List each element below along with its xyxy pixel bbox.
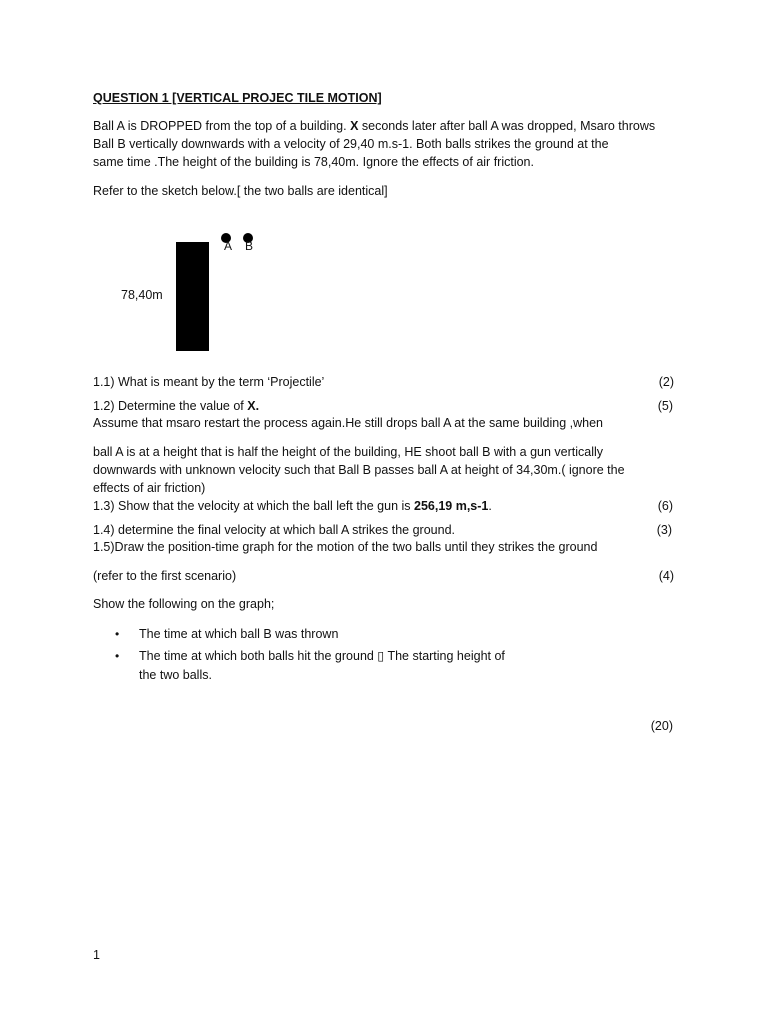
question-1-3-marks: (6) <box>657 499 673 513</box>
building-height-label: 78,40m <box>121 288 163 302</box>
question-1-3: 1.3) Show that the velocity at which the ball left the gun is 256,19 m,s-1. <box>93 499 492 513</box>
question-1-2-marks: (5) <box>657 399 673 413</box>
total-marks: (20) <box>650 719 673 733</box>
question-1-5-marks: (4) <box>658 569 674 583</box>
bullet-1-symbol: • <box>115 627 120 641</box>
intro-line-2: Ball B vertically downwards with a velocity of 29,40 m.s-1. Both balls strikes the ground at the <box>93 137 609 151</box>
variable-x: X <box>350 119 359 133</box>
show-following-text: Show the following on the graph; <box>93 597 275 611</box>
scenario2-line-1: Assume that msaro restart the process again.He still drops ball A at the same building ,when <box>93 416 603 430</box>
question-1-1-marks: (2) <box>658 375 674 389</box>
question-1-2: 1.2) Determine the value of X. <box>93 399 260 413</box>
intro-line-3: same time .The height of the building is 78,40m. Ignore the effects of air friction. <box>93 155 534 169</box>
bullet-1-text: The time at which ball B was thrown <box>139 627 339 641</box>
intro-line-1: Ball A is DROPPED from the top of a building. X seconds later after ball A was dropped, Msaro throws <box>93 119 656 133</box>
scenario2-line-4: effects of air friction) <box>93 481 206 495</box>
question-1-5: 1.5)Draw the position-time graph for the motion of the two balls until they strikes the ground <box>93 540 598 554</box>
scenario2-line-3: downwards with unknown velocity such that Ball B passes ball A at height of 34,30m.( ignore the <box>93 463 625 477</box>
page-number: 1 <box>93 948 100 962</box>
question-1-4: 1.4) determine the final velocity at which ball A strikes the ground. <box>93 523 455 537</box>
bullet-2-symbol: • <box>115 649 120 663</box>
bullet-2-text-cont: the two balls. <box>139 668 212 682</box>
ball-b-label: B <box>245 239 254 253</box>
building-shape <box>176 242 209 351</box>
scenario2-line-2: ball A is at a height that is half the height of the building, HE shoot ball B with a gun vertically <box>93 445 604 459</box>
refer-sketch-text: Refer to the sketch below.[ the two balls are identical] <box>93 184 388 198</box>
question-1-5-cont: (refer to the first scenario) <box>93 569 237 583</box>
question-1-1: 1.1) What is meant by the term ‘Projectile’ <box>93 375 325 389</box>
bullet-2-text: The time at which both balls hit the ground ▯ The starting height of <box>139 649 505 663</box>
question-1-4-marks: (3) <box>656 523 672 537</box>
ball-a-label: A <box>224 239 233 253</box>
question-title: QUESTION 1 [VERTICAL PROJEC TILE MOTION] <box>93 91 382 105</box>
